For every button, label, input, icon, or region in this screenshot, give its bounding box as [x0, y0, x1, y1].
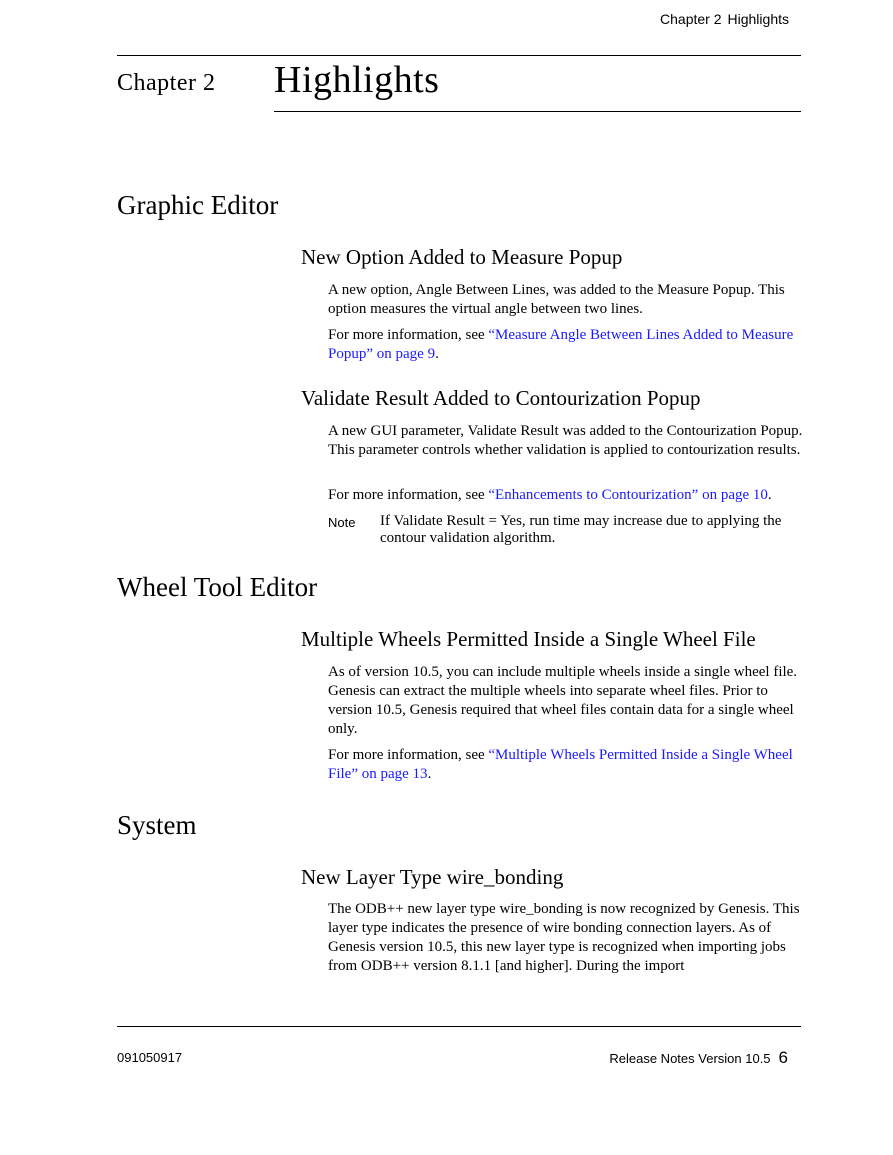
more-info-prefix: For more information, see — [328, 327, 489, 343]
section-heading-system: System — [117, 810, 197, 840]
topic-heading-measure-popup: New Option Added to Measure Popup — [301, 245, 623, 269]
more-info-prefix: For more information, see — [328, 747, 489, 763]
running-header — [660, 11, 789, 27]
topic-heading-wire-bonding: New Layer Type wire_bonding — [301, 865, 564, 889]
paragraph-wire-bonding: The ODB++ new layer type wire_bonding is now recognized by Genesis. This layer type indicates the presence of wire bonding connection layers. As of Genesis version 10.5, this new layer type is recognized when importing jobs from ODB++ version 8.1.1 [and higher]. During the import — [328, 901, 800, 974]
more-info-suffix: . — [767, 487, 772, 503]
paragraph-multiple-wheels-more-info — [328, 746, 803, 784]
section-heading-graphic-editor: Graphic Editor — [117, 190, 279, 220]
section-heading-wheel-tool-editor: Wheel Tool Editor — [117, 572, 318, 602]
paragraph-multiple-wheels: As of version 10.5, you can include multiple wheels inside a single wheel file. Genesis can extract the multiple wheels into separate wheel files. Prior to version 10.5, Genesis required that wheel files contain data for a single wheel only. — [328, 664, 798, 737]
running-header-chapter: Chapter 2 — [660, 11, 722, 27]
chapter-label: Chapter 2 — [117, 70, 216, 96]
paragraph-validate-result: A new GUI parameter, Validate Result was added to the Contourization Popup. This parameter controls whether validation is applied to contourization results. — [328, 423, 803, 458]
paragraph-measure-more-info — [328, 326, 803, 364]
more-info-suffix: . — [435, 346, 439, 362]
more-info-suffix: . — [427, 766, 432, 782]
page-number: 6 — [778, 1048, 788, 1067]
running-header-title: Highlights — [727, 11, 789, 27]
more-info-prefix: For more information, see — [328, 487, 489, 503]
footer-right — [609, 1048, 788, 1068]
link-multiple-wheels[interactable]: “Multiple Wheels Permitted Inside a Single Wheel File” on page 13 — [328, 747, 793, 782]
footer-doc-title: Release Notes Version 10.5 — [609, 1051, 771, 1066]
footer-doc-number: 091050917 — [117, 1050, 183, 1065]
link-contourization[interactable]: “Enhancements to Contourization” on page 10 — [488, 487, 768, 503]
header-rule — [117, 55, 801, 56]
footer-rule — [117, 1026, 801, 1027]
page-title: Highlights — [274, 59, 440, 101]
paragraph-validate-more-info — [328, 486, 803, 505]
link-measure-angle[interactable]: “Measure Angle Between Lines Added to Measure Popup” on page 9 — [328, 327, 794, 362]
paragraph-measure-popup: A new option, Angle Between Lines, was added to the Measure Popup. This option measures the virtual angle between two lines. — [328, 282, 785, 317]
title-rule — [274, 111, 801, 112]
note-label: Note — [328, 515, 356, 530]
note-text: If Validate Result = Yes, run time may increase due to applying the contour validation algorithm. — [380, 513, 782, 546]
topic-heading-validate-result: Validate Result Added to Contourization Popup — [301, 386, 701, 410]
topic-heading-multiple-wheels: Multiple Wheels Permitted Inside a Single Wheel File — [301, 627, 756, 651]
